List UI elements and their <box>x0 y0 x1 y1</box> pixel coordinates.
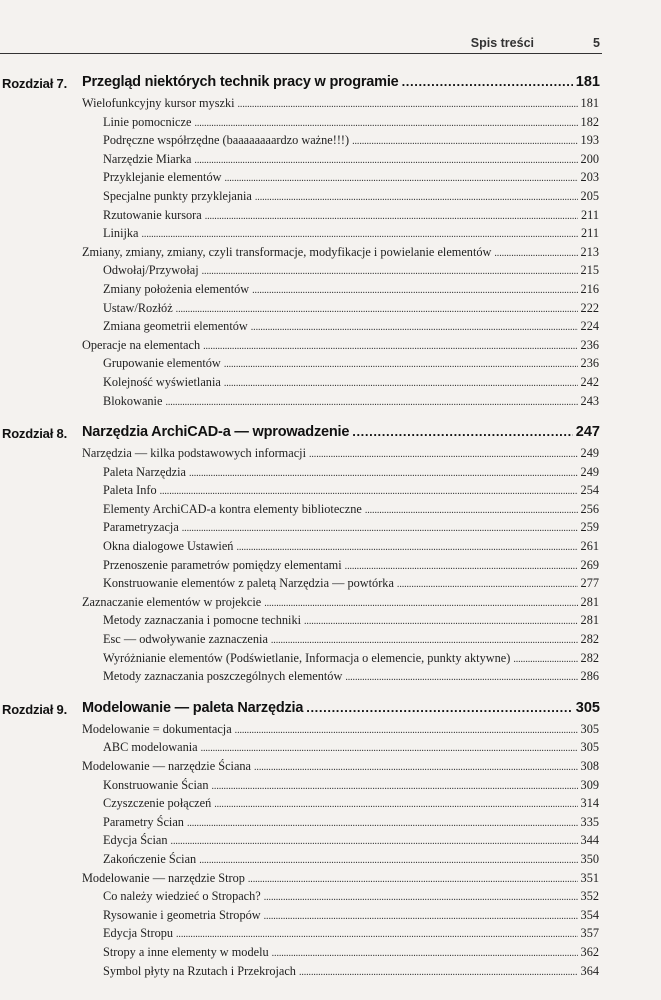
dot-leader <box>202 266 578 277</box>
entry-title: Parametryzacja <box>103 520 179 535</box>
entry-page: 305 <box>580 740 599 755</box>
entry-title: Specjalne punkty przyklejania <box>103 188 252 203</box>
entry-page: 236 <box>580 356 599 371</box>
entry-title: Linijka <box>103 226 139 241</box>
toc-section-entry[interactable] <box>82 338 599 357</box>
chapter-section <box>0 74 661 412</box>
dot-leader <box>402 74 573 89</box>
entry-title: ABC modelowania <box>103 740 198 755</box>
dot-leader <box>252 285 577 296</box>
entry-title: Rzutowanie kursora <box>103 207 202 222</box>
entry-title: Zaznaczanie elementów w projekcie <box>82 594 262 609</box>
table-of-contents <box>0 74 661 994</box>
entry-page: 243 <box>580 393 599 408</box>
entry-page: 282 <box>580 650 599 665</box>
toc-subsection-entry[interactable] <box>103 282 599 301</box>
toc-subsection-entry[interactable] <box>103 576 599 595</box>
toc-subsection-entry[interactable] <box>103 613 599 632</box>
dot-leader <box>224 359 578 370</box>
toc-subsection-entry[interactable] <box>103 189 599 208</box>
toc-subsection-entry[interactable] <box>103 651 599 670</box>
entry-page: 362 <box>580 944 599 959</box>
toc-subsection-entry[interactable] <box>103 889 599 908</box>
entry-page: 282 <box>580 632 599 647</box>
toc-subsection-entry[interactable] <box>103 520 599 539</box>
entry-title: Operacje na elementach <box>82 337 201 352</box>
dot-leader <box>176 304 578 315</box>
dot-leader <box>238 99 578 110</box>
entry-page: 259 <box>580 520 599 535</box>
entry-title: Zmiany, zmiany, zmiany, czyli transformacje, modyfikacje i powielanie elementów <box>82 244 492 259</box>
dot-leader <box>201 743 578 754</box>
chapter-section <box>0 700 661 982</box>
toc-subsection-entry[interactable] <box>103 483 599 502</box>
toc-subsection-entry[interactable] <box>103 226 599 245</box>
entry-page: 305 <box>580 721 599 736</box>
entry-page: 335 <box>580 814 599 829</box>
toc-subsection-entry[interactable] <box>103 539 599 558</box>
entry-title: Przenoszenie parametrów pomiędzy elementami <box>103 557 342 572</box>
chapter-page: 247 <box>575 424 600 441</box>
entry-title: Narzędzie Miarka <box>103 151 192 166</box>
entry-list <box>0 720 661 982</box>
chapter-label: Rozdział 8. <box>2 426 67 442</box>
dot-leader <box>142 229 578 240</box>
dot-leader <box>235 725 578 736</box>
dot-leader <box>160 486 578 497</box>
entry-page: 249 <box>580 446 599 461</box>
dot-leader <box>352 424 573 439</box>
dot-leader <box>214 799 577 810</box>
toc-subsection-entry[interactable] <box>103 796 599 815</box>
toc-subsection-entry[interactable] <box>103 133 599 152</box>
entry-page: 216 <box>580 281 599 296</box>
entry-page: 277 <box>580 576 599 591</box>
dot-leader <box>203 341 577 352</box>
dot-leader <box>224 378 578 389</box>
entry-title: Wielofunkcyjny kursor myszki <box>82 96 235 110</box>
entry-page: 351 <box>580 870 599 885</box>
entry-title: Modelowanie = dokumentacja <box>82 721 232 736</box>
toc-subsection-entry[interactable] <box>103 964 599 983</box>
dot-leader <box>224 173 577 184</box>
entry-title: Odwołaj/Przywołaj <box>103 263 199 278</box>
toc-subsection-entry[interactable] <box>103 356 599 375</box>
entry-title: Metody zaznaczania i pomocne techniki <box>103 613 302 628</box>
entry-title: Podręczne współrzędne (baaaaaaaardzo ważne!!!) <box>103 133 350 148</box>
entry-title: Wyróżnianie elementów (Podświetlanie, Informacja o elemencie, punkty aktywne) <box>103 650 511 665</box>
entry-page: 203 <box>580 170 599 185</box>
entry-title: Paleta Narzędzia <box>103 464 186 479</box>
entry-page: 357 <box>580 926 599 941</box>
dot-leader <box>182 523 578 534</box>
entry-page: 254 <box>580 483 599 498</box>
entry-page: 350 <box>580 851 599 866</box>
chapter-title: Narzędzia ArchiCAD-a — wprowadzenie <box>82 424 350 441</box>
entry-page: 352 <box>580 889 599 904</box>
toc-section-entry[interactable] <box>82 722 599 741</box>
dot-leader <box>194 155 577 166</box>
toc-subsection-entry[interactable] <box>103 815 599 834</box>
entry-page: 308 <box>580 759 599 773</box>
entry-page: 281 <box>580 594 599 609</box>
chapter-title: Modelowanie — paleta Narzędzia <box>82 699 304 716</box>
entry-page: 224 <box>580 319 599 334</box>
dot-leader <box>248 874 578 885</box>
toc-subsection-entry[interactable] <box>103 778 599 797</box>
toc-subsection-entry[interactable] <box>103 394 599 413</box>
entry-title: Stropy a inne elementy w modelu <box>103 944 269 959</box>
toc-subsection-entry[interactable] <box>103 558 599 577</box>
entry-title: Grupowanie elementów <box>103 356 221 371</box>
toc-subsection-entry[interactable] <box>103 669 599 688</box>
entry-title: Parametry Ścian <box>103 814 184 829</box>
header-rule <box>0 53 602 54</box>
entry-title: Edycja Ścian <box>103 833 168 848</box>
entry-title: Czyszczenie połączeń <box>103 796 212 811</box>
toc-section-entry[interactable] <box>82 871 599 890</box>
entry-title: Blokowanie <box>103 393 163 408</box>
dot-leader <box>255 192 578 203</box>
entry-page: 205 <box>580 188 599 203</box>
toc-subsection-entry[interactable] <box>103 263 599 282</box>
dot-leader <box>299 967 578 978</box>
entry-title: Zmiana geometrii elementów <box>103 319 248 334</box>
entry-page: 309 <box>580 777 599 792</box>
entry-title: Elementy ArchiCAD-a kontra elementy biblioteczne <box>103 501 362 516</box>
entry-page: 314 <box>580 796 599 811</box>
toc-subsection-entry[interactable] <box>103 852 599 871</box>
dot-leader <box>171 836 578 847</box>
entry-page: 256 <box>580 501 599 516</box>
dot-leader <box>236 542 577 553</box>
dot-leader <box>251 322 578 333</box>
entry-list <box>0 444 661 688</box>
entry-page: 211 <box>581 226 599 241</box>
dot-leader <box>494 248 577 259</box>
toc-subsection-entry[interactable] <box>103 375 599 394</box>
entry-title: Esc — odwoływanie zaznaczenia <box>103 632 268 647</box>
chapter-heading[interactable] <box>0 424 600 444</box>
toc-subsection-entry[interactable] <box>103 208 599 227</box>
entry-page: 236 <box>580 337 599 352</box>
chapter-page: 305 <box>575 699 600 716</box>
toc-section-entry[interactable] <box>82 245 599 264</box>
entry-page: 181 <box>580 96 599 110</box>
dot-leader <box>306 700 573 715</box>
dot-leader <box>264 911 578 922</box>
entry-title: Rysowanie i geometria Stropów <box>103 907 261 922</box>
running-header-title: Spis treści <box>470 36 534 50</box>
dot-leader <box>397 579 578 590</box>
entry-page: 213 <box>580 244 599 259</box>
chapter-page: 181 <box>575 74 600 90</box>
running-header <box>0 36 600 52</box>
toc-section-entry[interactable] <box>82 759 599 778</box>
dot-leader <box>271 635 578 646</box>
dot-leader <box>187 818 578 829</box>
dot-leader <box>513 654 577 665</box>
toc-subsection-entry[interactable] <box>103 465 599 484</box>
toc-subsection-entry[interactable] <box>103 908 599 927</box>
dot-leader <box>309 449 578 460</box>
chapter-label: Rozdział 7. <box>2 76 67 91</box>
entry-title: Modelowanie — narzędzie Strop <box>82 870 245 885</box>
entry-title: Modelowanie — narzędzie Ściana <box>82 759 252 773</box>
chapter-title: Przegląd niektórych technik pracy w programie <box>82 74 399 90</box>
chapter-heading[interactable] <box>0 74 600 94</box>
entry-title: Konstruowanie elementów z paletą Narzędzia — powtórka <box>103 576 394 591</box>
entry-page: 354 <box>580 907 599 922</box>
entry-title: Przyklejanie elementów <box>103 170 222 185</box>
dot-leader <box>199 855 577 866</box>
chapter-label: Rozdział 9. <box>2 701 67 717</box>
entry-page: 242 <box>580 374 599 389</box>
chapter-title-line <box>82 424 600 440</box>
dot-leader <box>352 136 577 147</box>
chapter-section <box>0 424 661 688</box>
entry-title: Zmiany położenia elementów <box>103 281 250 296</box>
dot-leader <box>264 598 577 609</box>
toc-section-entry[interactable] <box>82 96 599 115</box>
entry-page: 286 <box>580 669 599 684</box>
entry-page: 200 <box>580 151 599 166</box>
entry-page: 364 <box>580 963 599 978</box>
entry-title: Symbol płyty na Rzutach i Przekrojach <box>103 963 296 978</box>
entry-page: 269 <box>580 557 599 572</box>
dot-leader <box>194 118 577 129</box>
entry-page: 182 <box>580 114 599 129</box>
chapter-title-line <box>82 700 600 716</box>
dot-leader <box>165 397 577 408</box>
entry-title: Kolejność wyświetlania <box>103 374 221 389</box>
entry-title: Paleta Info <box>103 483 157 498</box>
entry-title: Ustaw/Rozłóż <box>103 300 173 315</box>
dot-leader <box>205 211 578 222</box>
page-number: 5 <box>593 36 600 50</box>
entry-title: Konstruowanie Ścian <box>103 777 209 792</box>
entry-title: Narzędzia — kilka podstawowych informacji <box>82 446 306 461</box>
dot-leader <box>345 561 578 572</box>
entry-page: 261 <box>580 539 599 554</box>
dot-leader <box>254 762 578 773</box>
dot-leader <box>345 672 577 683</box>
entry-title: Edycja Stropu <box>103 926 174 941</box>
dot-leader <box>189 468 578 479</box>
entry-list <box>0 94 661 412</box>
dot-leader <box>365 505 578 516</box>
entry-title: Zakończenie Ścian <box>103 851 197 866</box>
entry-page: 281 <box>580 613 599 628</box>
entry-page: 344 <box>580 833 599 848</box>
entry-page: 193 <box>580 133 599 148</box>
dot-leader <box>272 948 578 959</box>
toc-subsection-entry[interactable] <box>103 319 599 338</box>
toc-subsection-entry[interactable] <box>103 301 599 320</box>
toc-subsection-entry[interactable] <box>103 740 599 759</box>
toc-section-entry[interactable] <box>82 595 599 614</box>
chapter-heading[interactable] <box>0 700 600 720</box>
dot-leader <box>304 616 578 627</box>
entry-title: Linie pomocnicze <box>103 114 192 129</box>
toc-subsection-entry[interactable] <box>103 926 599 945</box>
dot-leader <box>176 929 578 940</box>
toc-subsection-entry[interactable] <box>103 170 599 189</box>
entry-title: Co należy wiedzieć o Stropach? <box>103 889 261 904</box>
toc-subsection-entry[interactable] <box>103 502 599 521</box>
entry-title: Okna dialogowe Ustawień <box>103 539 234 554</box>
entry-page: 215 <box>580 263 599 278</box>
toc-subsection-entry[interactable] <box>103 632 599 651</box>
dot-leader <box>212 781 578 792</box>
toc-section-entry[interactable] <box>82 446 599 465</box>
entry-page: 222 <box>580 300 599 315</box>
entry-page: 211 <box>581 207 599 222</box>
toc-subsection-entry[interactable] <box>103 115 599 134</box>
dot-leader <box>264 892 578 903</box>
toc-subsection-entry[interactable] <box>103 833 599 852</box>
chapter-title-line <box>82 74 600 90</box>
entry-title: Metody zaznaczania poszczególnych elementów <box>103 669 343 684</box>
toc-subsection-entry[interactable] <box>103 152 599 171</box>
toc-subsection-entry[interactable] <box>103 945 599 964</box>
entry-page: 249 <box>580 464 599 479</box>
